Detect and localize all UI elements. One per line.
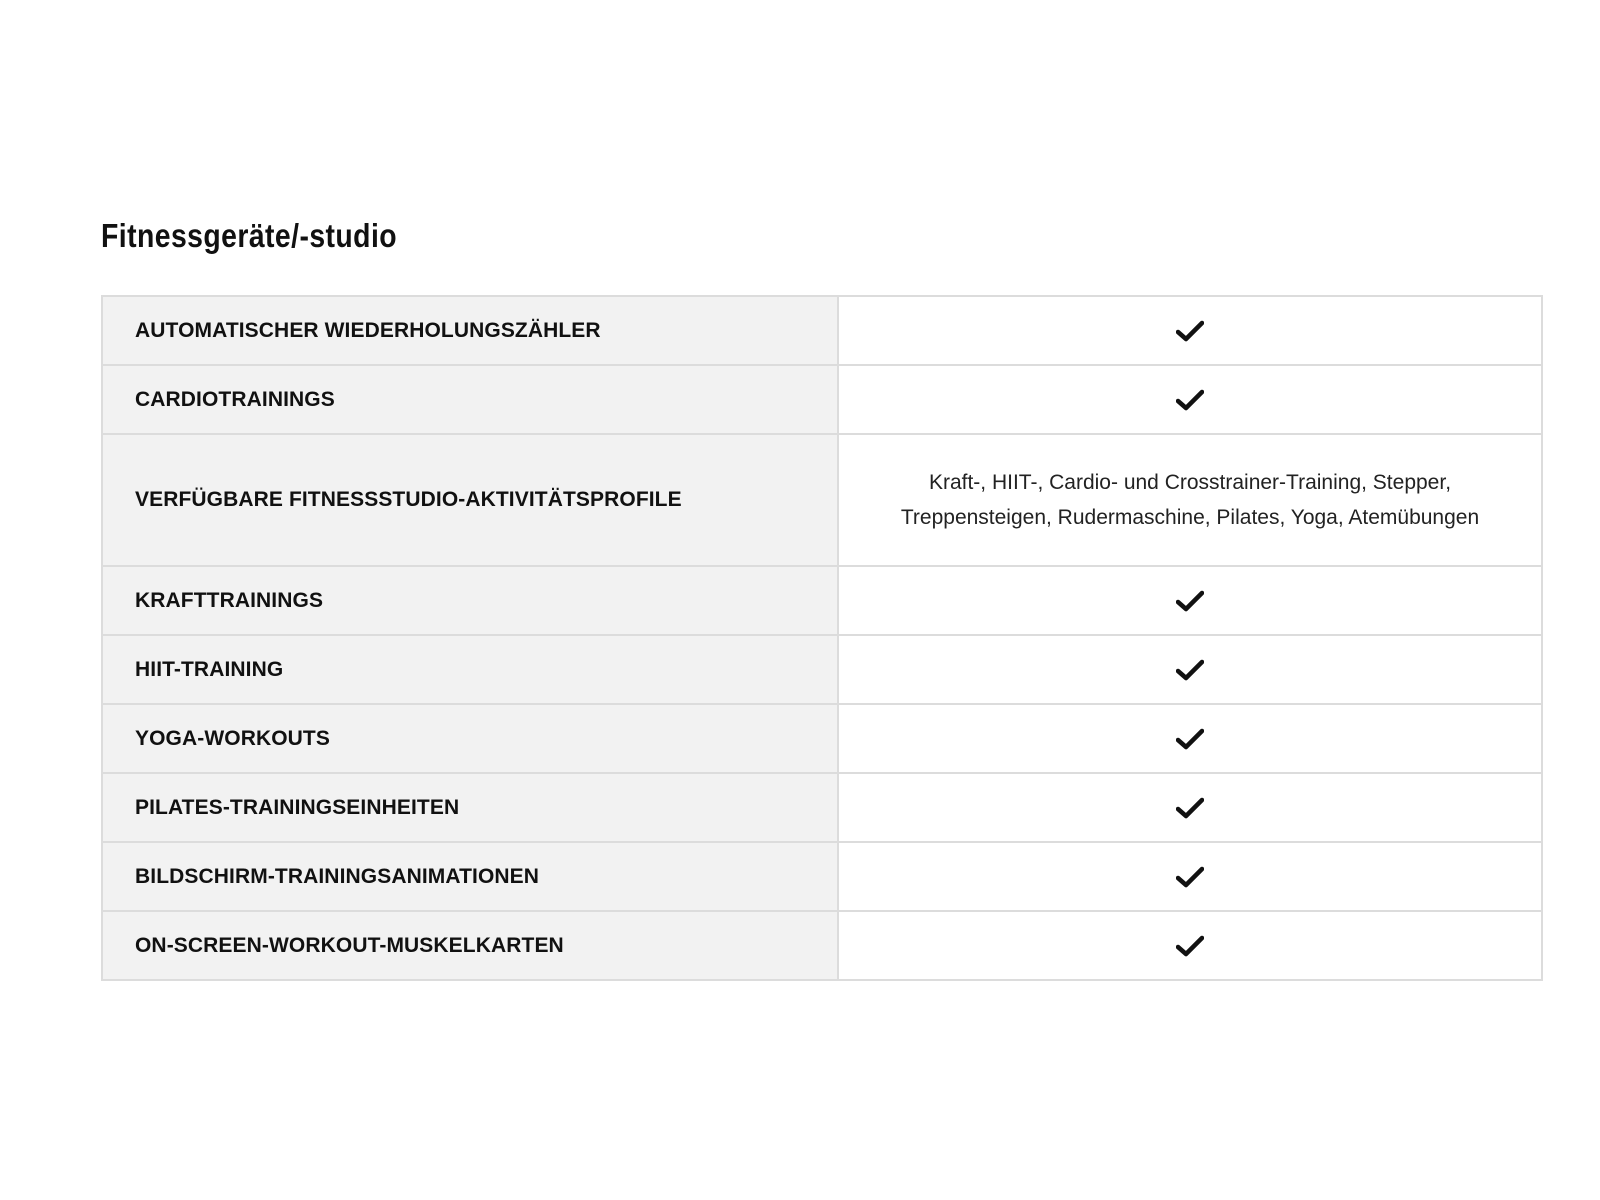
table-row — [102, 842, 1542, 911]
feature-label: BILDSCHIRM-TRAININGSANIMATIONEN — [102, 842, 838, 911]
table-row — [102, 566, 1542, 635]
feature-label: ON-SCREEN-WORKOUT-MUSKELKARTEN — [102, 911, 838, 980]
feature-label: CARDIOTRAININGS — [102, 365, 838, 434]
section-title: Fitnessgeräte/-studio — [101, 217, 398, 254]
checkmark-icon — [1176, 797, 1204, 819]
feature-label: HIIT-TRAINING — [102, 635, 838, 704]
fitness-section — [101, 214, 1505, 957]
table-row — [102, 365, 1542, 434]
feature-label: KRAFTTRAININGS — [102, 566, 838, 635]
checkmark-icon — [1176, 659, 1204, 681]
feature-table — [101, 295, 1543, 981]
checkmark-icon — [1176, 389, 1204, 411]
table-row — [102, 773, 1542, 842]
table-row — [102, 635, 1542, 704]
table-row — [102, 911, 1542, 980]
feature-value — [838, 365, 1542, 434]
checkmark-icon — [1176, 866, 1204, 888]
feature-label: AUTOMATISCHER WIEDERHOLUNGSZÄHLER — [102, 296, 838, 365]
feature-label: PILATES-TRAININGSEINHEITEN — [102, 773, 838, 842]
table-row — [102, 296, 1542, 365]
table-row — [102, 434, 1542, 566]
checkmark-icon — [1176, 320, 1204, 342]
table-row — [102, 704, 1542, 773]
feature-label: VERFÜGBARE FITNESSSTUDIO-AKTIVITÄTSPROFILE — [102, 434, 838, 566]
checkmark-icon — [1176, 728, 1204, 750]
feature-label: YOGA-WORKOUTS — [102, 704, 838, 773]
feature-value — [838, 773, 1542, 842]
feature-value — [838, 704, 1542, 773]
feature-value — [838, 296, 1542, 365]
checkmark-icon — [1176, 935, 1204, 957]
feature-value — [838, 434, 1542, 566]
feature-value — [838, 842, 1542, 911]
activity-profiles-text: Kraft-, HIIT-, Cardio- und Crosstrainer-Training, Stepper, Treppensteigen, Rudermaschine, Pilates, Yoga, Atemübungen — [900, 471, 1480, 529]
checkmark-icon — [1176, 590, 1204, 612]
feature-value — [838, 566, 1542, 635]
feature-value — [838, 635, 1542, 704]
feature-value — [838, 911, 1542, 980]
